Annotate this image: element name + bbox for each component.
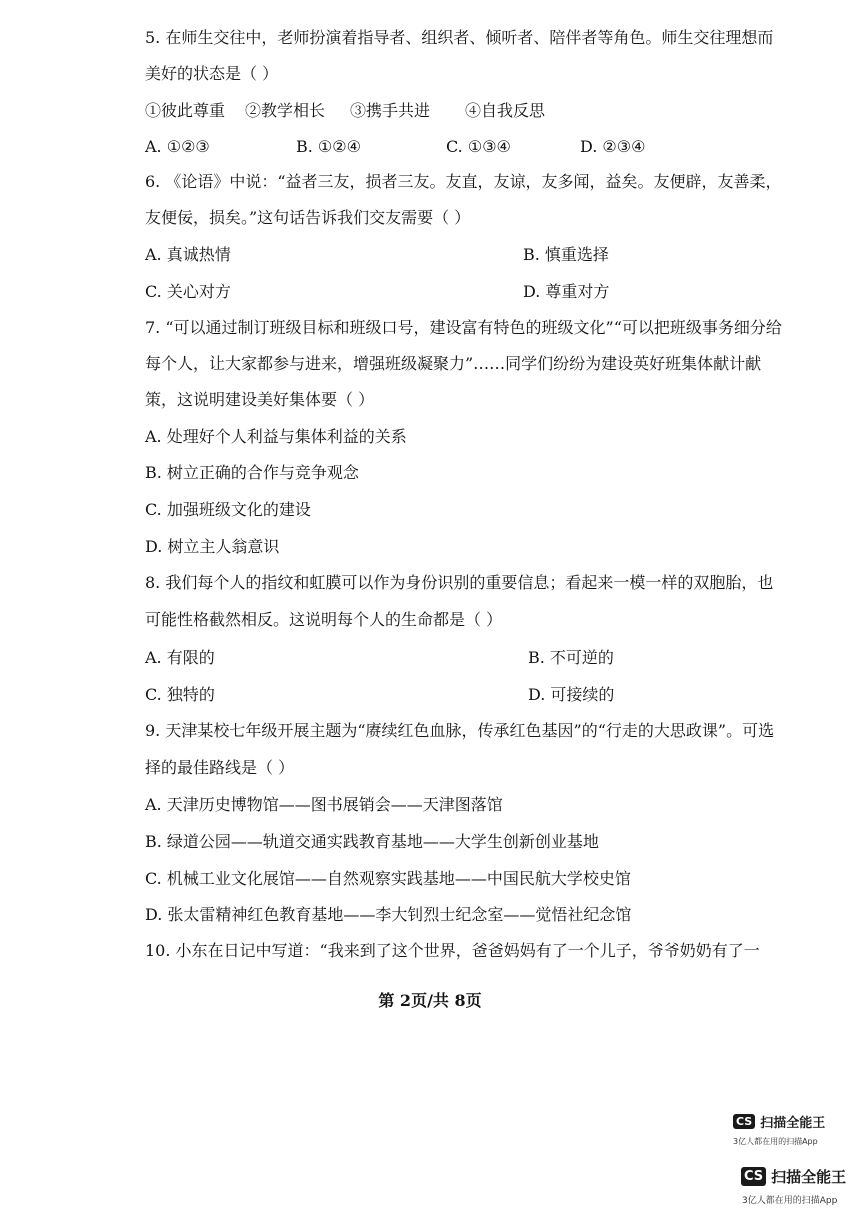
q8-stem-line1: 8. 我们每个人的指纹和虹膜可以作为身份识别的重要信息；看起来一模一样的双胞胎，也 xyxy=(145,573,774,592)
q5-stem-line2: 美好的状态是（ ） xyxy=(145,64,279,83)
q7-option-b: B. 树立正确的合作与竞争观念 xyxy=(145,463,359,482)
q5-item-3: ③携手共进 xyxy=(350,101,431,120)
q6-option-b: B. 慎重选择 xyxy=(523,245,609,264)
q7-stem-line3: 策，这说明建设美好集体要（ ） xyxy=(145,390,375,409)
q5-item-4: ④自我反思 xyxy=(465,101,546,120)
q5-option-c: C. ①③④ xyxy=(446,137,511,156)
q7-stem-line1: 7. “可以通过制订班级目标和班级口号，建设富有特色的班级文化”“可以把班级事务细分给 xyxy=(145,318,782,337)
q9-stem-line2: 择的最佳路线是（ ） xyxy=(145,758,295,777)
q9-option-d: D. 张太雷精神红色教育基地——李大钊烈士纪念室——觉悟社纪念馆 xyxy=(145,905,632,924)
q5-item-1: ①彼此尊重 xyxy=(145,101,226,120)
q8-option-c: C. 独特的 xyxy=(145,685,215,704)
q7-option-d: D. 树立主人翁意识 xyxy=(145,537,280,556)
camscanner-tagline: 3亿人都在用的扫描App xyxy=(733,1137,818,1146)
page-number: 第 2页/共 8页 xyxy=(378,991,482,1010)
camscanner-logo-2 xyxy=(741,1166,846,1187)
camscanner-name-2: 扫描全能王 xyxy=(771,1168,847,1186)
camscanner-name: 扫描全能王 xyxy=(760,1116,826,1131)
camscanner-logo xyxy=(733,1112,825,1131)
q5-option-a: A. ①②③ xyxy=(145,137,210,156)
q9-option-b: B. 绿道公园——轨道交通实践教育基地——大学生创新创业基地 xyxy=(145,832,599,851)
q8-option-d: D. 可接续的 xyxy=(528,685,615,704)
q9-stem-line1: 9. 天津某校七年级开展主题为“赓续红色血脉，传承红色基因”的“行走的大思政课”。可选 xyxy=(145,721,775,740)
q5-option-d: D. ②③④ xyxy=(580,137,646,156)
cs-logo-icon-2: CS xyxy=(741,1167,766,1186)
q9-option-a: A. 天津历史博物馆——图书展销会——天津图落馆 xyxy=(145,795,503,814)
q8-option-b: B. 不可逆的 xyxy=(528,648,614,667)
q7-option-a: A. 处理好个人利益与集体利益的关系 xyxy=(145,427,407,446)
cs-logo-icon: CS xyxy=(733,1114,755,1129)
q8-stem-line2: 可能性格截然相反。这说明每个人的生命都是（ ） xyxy=(145,610,503,629)
q7-option-c: C. 加强班级文化的建设 xyxy=(145,500,311,519)
q6-option-d: D. 尊重对方 xyxy=(523,282,610,301)
q8-option-a: A. 有限的 xyxy=(145,648,215,667)
q5-stem-line1: 5. 在师生交往中，老师扮演着指导者、组织者、倾听者、陪伴者等角色。师生交往理想而 xyxy=(145,28,774,47)
q6-option-c: C. 关心对方 xyxy=(145,282,231,301)
q9-option-c: C. 机械工业文化展馆——自然观察实践基地——中国民航大学校史馆 xyxy=(145,869,631,888)
q6-stem-line1: 6. 《论语》中说：“益者三友，损者三友。友直，友谅，友多闻，益矣。友便辟，友善柔， xyxy=(145,172,782,191)
q6-stem-line2: 友便佞，损矣。”这句话告诉我们交友需要（ ） xyxy=(145,208,471,227)
q6-option-a: A. 真诚热情 xyxy=(145,245,231,264)
q10-stem-line1: 10. 小东在日记中写道：“我来到了这个世界，爸爸妈妈有了一个儿子，爷爷奶奶有了一 xyxy=(145,941,760,960)
q5-option-b: B. ①②④ xyxy=(296,137,361,156)
q7-stem-line2: 每个人，让大家都参与进来，增强班级凝聚力”……同学们纷纷为建设英好班集体献计献 xyxy=(145,354,762,373)
q5-item-2: ②教学相长 xyxy=(245,101,326,120)
camscanner-tagline-2: 3亿人都在用的扫描App xyxy=(742,1196,838,1206)
